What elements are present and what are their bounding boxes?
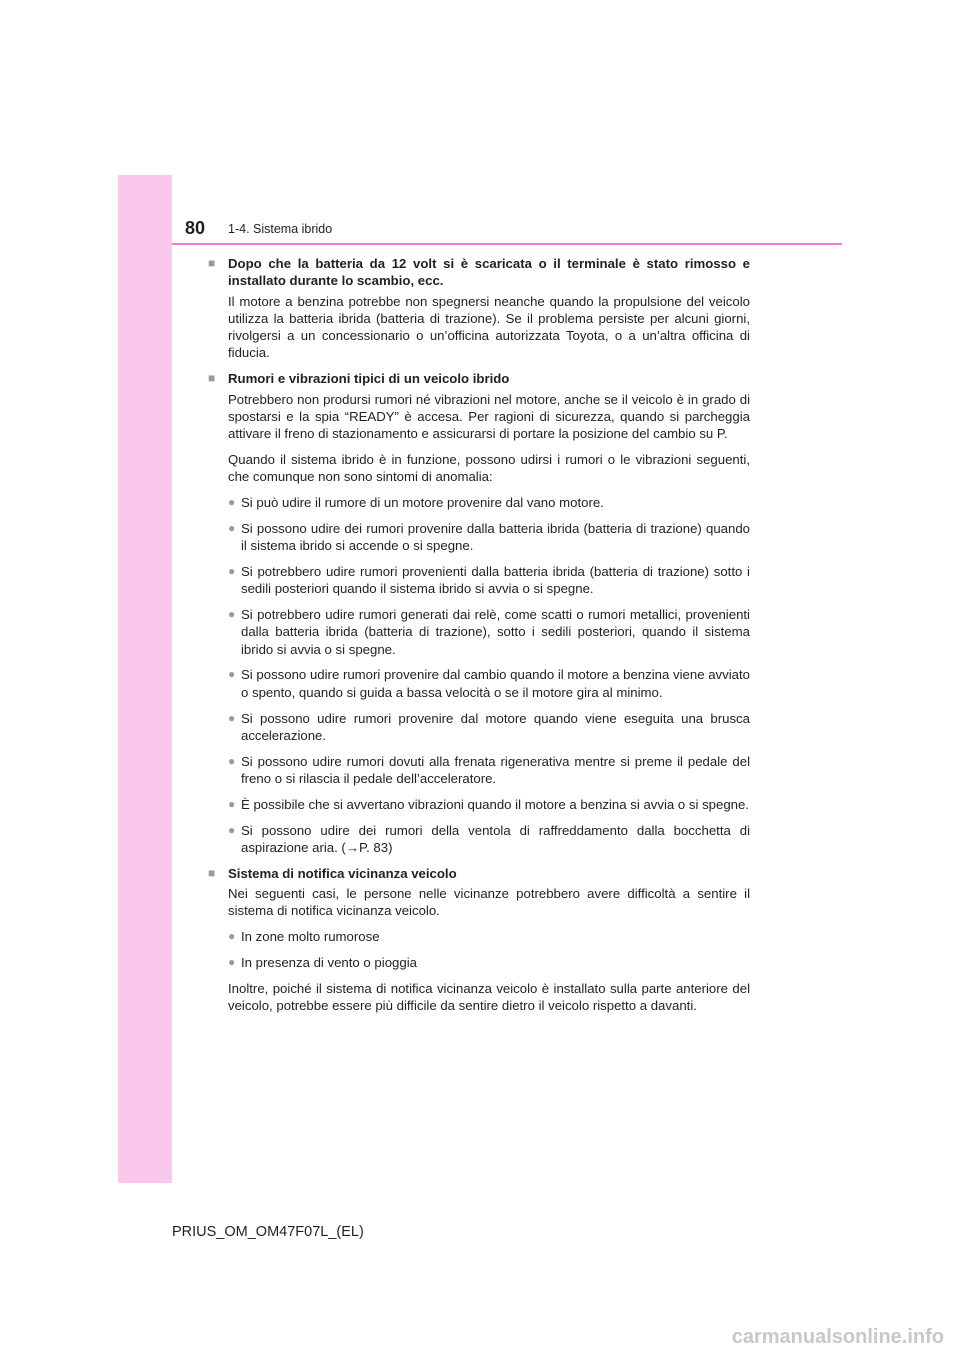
list-item [228, 710, 750, 745]
circle-bullet-icon: ● [228, 520, 236, 535]
section-heading-text: Sistema di notifica vicinanza veicolo [228, 865, 457, 881]
page-content [208, 255, 750, 1023]
circle-bullet-icon: ● [228, 563, 236, 578]
circle-bullet-icon: ● [228, 495, 236, 510]
circle-bullet-icon: ● [228, 753, 236, 768]
watermark: carmanualsonline.info [731, 1326, 944, 1348]
circle-bullet-icon: ● [228, 822, 236, 837]
circle-bullet-icon: ● [228, 796, 236, 811]
paragraph: Quando il sistema ibrido è in funzione, possono udirsi i rumori o le vibrazioni seguenti, che comunque non sono sintomi di anomalia: [228, 451, 750, 485]
list-item-text: È possibile che si avvertano vibrazioni quando il motore a benzina si avvia o si spegne. [241, 796, 750, 812]
circle-bullet-icon: ● [228, 607, 236, 622]
list-item [228, 796, 750, 813]
list-item-text: In presenza di vento o pioggia [241, 954, 417, 970]
section-heading-text: Rumori e vibrazioni tipici di un veicolo ibrido [228, 371, 510, 387]
list-item-text: Si potrebbero udire rumori provenienti dalla batteria ibrida (batteria di trazione) sotto i sedili posteriori quando il sistema ibrido si avvia o si spegne. [241, 563, 750, 597]
section-heading [208, 370, 750, 387]
section-heading [208, 255, 750, 290]
paragraph: Nei seguenti casi, le persone nelle vicinanze potrebbero avere difficoltà a sentire il sistema di notifica vicinanza veicolo. [228, 885, 750, 919]
section-title: 1-4. Sistema ibrido [228, 222, 333, 236]
list-item-text: Si possono udire rumori provenire dal motore quando viene eseguita una brusca accelerazione. [241, 710, 750, 743]
square-bullet-icon: ■ [208, 256, 216, 270]
section-heading-text: Dopo che la batteria da 12 volt si è scaricata o il terminale è stato rimosso e installato durante lo scambio, ecc. [228, 256, 750, 289]
page-sidebar-tab [118, 175, 172, 1183]
circle-bullet-icon: ● [228, 929, 236, 943]
square-bullet-icon: ■ [208, 865, 216, 880]
list-item-text: Si potrebbero udire rumori generati dai relè, come scatti o rumori metallici, provenienti dalla batteria ibrida (batteria di trazione), sotto i sedili posteriori, quando il sistema ibrido si avvia o si spegne. [241, 607, 750, 657]
paragraph: Il motore a benzina potrebbe non spegnersi neanche quando la propulsione del veicolo utilizza la batteria ibrida (batteria di trazione). Se il problema persiste per alcuni giorni, rivolgersi a un concessionario o un’officina autorizzata Toyota, o a un’altra officina di fiducia. [228, 293, 750, 361]
list-item-text: Si possono udire rumori provenire dal cambio quando il motore a benzina viene avviato o spento, quando si guida a bassa velocità o se il motore gira al minimo. [241, 667, 750, 700]
list-item [228, 954, 750, 971]
list-item [228, 928, 750, 945]
list-item-text: Si possono udire rumori dovuti alla frenata rigenerativa mentre si preme il pedale del freno o si rilascia il pedale dell’acceleratore. [241, 753, 750, 786]
list-item [228, 666, 750, 701]
section-vehicle-proximity [208, 865, 750, 1015]
list-item-text: Si possono udire dei rumori della ventola di raffreddamento dalla bocchetta di aspirazione aria. (→P. 83) [241, 822, 750, 855]
paragraph: Inoltre, poiché il sistema di notifica vicinanza veicolo è installato sulla parte anteriore del veicolo, potrebbe essere più difficile da sentire dietro il veicolo rispetto a davanti. [228, 980, 750, 1013]
list-item-text: In zone molto rumorose [241, 929, 380, 944]
list-item [228, 494, 750, 511]
header-divider [172, 243, 842, 245]
list-item [228, 606, 750, 658]
page-number: 80 [185, 218, 206, 238]
paragraph: Potrebbero non prodursi rumori né vibrazioni nel motore, anche se il veicolo è in grado di spostarsi e la spia “READY” è accesa. Per ragioni di sicurezza, quando si parcheggia attivare il freno di stazionamento e assicurarsi di portare la posizione del cambio su P. [228, 391, 750, 442]
document-code-footer: PRIUS_OM_OM47F07L_(EL) [172, 1224, 364, 1240]
list-item-text: Si può udire il rumore di un motore provenire dal vano motore. [241, 495, 604, 511]
circle-bullet-icon: ● [228, 667, 236, 682]
list-item-text: Si possono udire dei rumori provenire dalla batteria ibrida (batteria di trazione) quando il sistema ibrido si accende o si spegne. [241, 520, 750, 554]
list-item [228, 520, 750, 555]
list-item [228, 563, 750, 598]
circle-bullet-icon: ● [228, 710, 236, 725]
list-item [228, 822, 750, 857]
section-battery-reset [208, 255, 750, 362]
circle-bullet-icon: ● [228, 954, 236, 969]
section-hybrid-noise [208, 370, 750, 856]
section-heading [208, 865, 750, 882]
square-bullet-icon: ■ [208, 371, 216, 386]
list-item [228, 753, 750, 788]
